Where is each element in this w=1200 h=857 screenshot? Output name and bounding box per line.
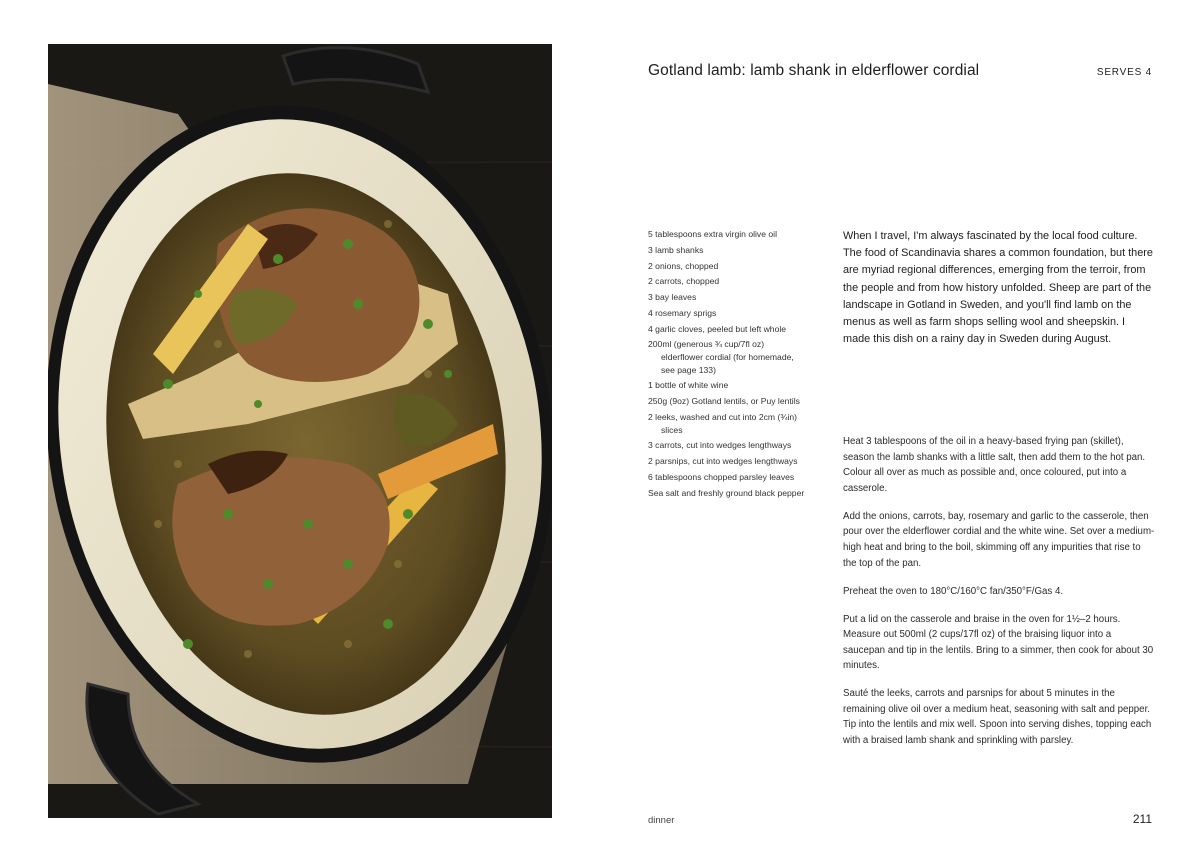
ingredient-item: 250g (9oz) Gotland lentils, or Puy lentils [648,396,800,407]
ingredient-item: 3 bay leaves [648,292,697,303]
ingredients-list [648,228,808,503]
method-step: Preheat the oven to 180°C/160°C fan/350°F/Gas 4. [843,585,1064,597]
ingredient-item: 3 lamb shanks [648,244,704,255]
method-steps [843,434,1155,761]
ingredient-item: 3 carrots, cut into wedges lengthways [648,440,792,451]
ingredient-item: 2 onions, chopped [648,260,719,271]
section-label: dinner [648,815,675,826]
ingredient-item: 1 bottle of white wine [648,380,729,391]
method-step: Heat 3 tablespoons of the oil in a heavy-based frying pan (skillet), season the lamb shanks with a little salt, then add them to the hot pan. Colour all over as much as possible and, once coloured, put into a casserole. [843,436,1146,494]
ingredient-item: 200ml (generous ¾ cup/7fl oz) elderflower cordial (for homemade, see page 133) [648,339,794,375]
method-step: Put a lid on the casserole and braise in the oven for 1½–2 hours. Measure out 500ml (2 cups/17fl oz) of the braising liquor into a saucepan and tip in the lentils. Bring to a simmer, then cook for about 30 minutes. [843,613,1154,672]
page-number: 211 [1132,812,1152,826]
method-step: Sauté the leeks, carrots and parsnips for about 5 minutes in the remaining olive oil over a medium heat, seasoning with salt and pepper. Tip into the lentils and mix well. Spoon into serving dishes, topping each with a braised lamb shank and sprinkling with parsley. [843,688,1152,747]
ingredient-item: 2 parsnips, cut into wedges lengthways [648,456,798,467]
method-step: Add the onions, carrots, bay, rosemary and garlic to the casserole, then pour over the elderflower cordial and the white wine. Set over a medium-high heat and bring to the boil, skimming off any impurities that rise to the top of the pan. [843,510,1155,569]
recipe-photo [48,44,552,818]
ingredient-item: 2 carrots, chopped [648,276,720,287]
ingredient-item: Sea salt and freshly ground black pepper [648,487,805,498]
recipe-intro: When I travel, I'm always fascinated by the local food culture. The food of Scandinavia shares a common foundation, but there are myriad regional differences, emerging from the terroir, from the people and from how history unfolded. Sheep are part of the landscape in Gotland in Sweden, and you'll find lamb on the menus as well as farm shops selling wool and sheepskin. I made this dish on a rainy day in Sweden during August. [843,230,1153,346]
ingredient-item: 4 rosemary sprigs [648,307,717,318]
ingredient-item: 4 garlic cloves, peeled but left whole [648,323,787,334]
recipe-title: Gotland lamb: lamb shank in elderflower cordial [648,62,980,79]
ingredient-item: 6 tablespoons chopped parsley leaves [648,471,795,482]
serves-label: SERVES 4 [1096,67,1152,78]
ingredient-item: 2 leeks, washed and cut into 2cm (¾in) slices [648,412,798,435]
ingredient-item: 5 tablespoons extra virgin olive oil [648,229,777,239]
